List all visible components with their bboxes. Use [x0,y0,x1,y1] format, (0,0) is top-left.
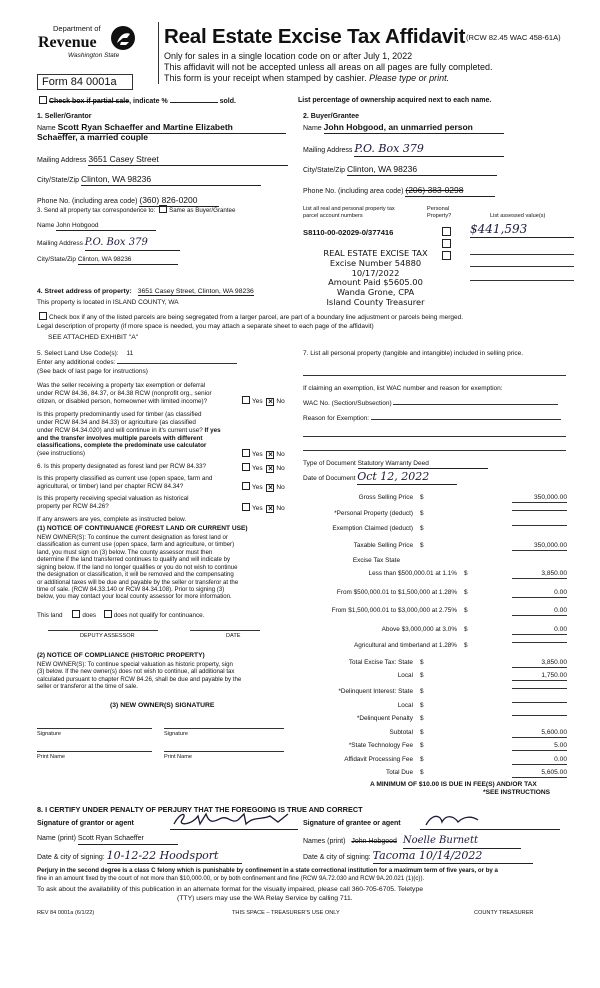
fee-value[interactable]: 5.00 [512,742,567,751]
segregated-checkbox[interactable] [39,312,47,320]
buyer-heading: 2. Buyer/Grantee [303,113,360,120]
buyer-mailing-field[interactable]: P.O. Box 379 [354,142,504,157]
grantee-date-field[interactable]: Tacoma 10/14/2022 [373,849,533,864]
q3-no-checkbox[interactable] [266,465,274,473]
additional-codes: Enter any additional codes: [37,359,237,367]
doc-type-field[interactable]: Statutory Warranty Deed [358,460,488,469]
fee-dollar-sign: $ [464,570,468,577]
new-owner-print-2[interactable]: Print Name [164,754,192,760]
if-yes-note: If any answers are yes, complete as instructed below. [37,516,187,523]
seller-name-cont: Schaeffer, a married couple [37,132,149,142]
fee-label: Taxable Selling Price [353,542,413,549]
seller-mailing-row: Mailing Address 3651 Casey Street [37,154,288,166]
fee-label: Total Excise Tax: State [348,659,413,666]
fee-label: Excise Tax State [352,557,400,564]
fee-label: Local [397,702,413,709]
q4-answers: Yes × No [240,482,285,492]
fee-value[interactable]: 0.00 [512,756,567,765]
fee-dollar-sign: $ [464,607,468,614]
buyer-mailing-row: Mailing Address P.O. Box 379 [303,142,504,157]
fee-value[interactable] [512,642,567,643]
question-historic: Is this property receiving special valuation as historical property per RCW 84.26? [37,495,189,510]
legal-description-value[interactable]: SEE ATTACHED EXHIBIT "A" [48,334,139,341]
revenue-logo-icon [110,25,136,51]
perjury-notice: Perjury in the second degree is a class C felony which is punishable by confinement in a state correctional institution for a maximum term of five years, or by a fine in an amount fixed by the court of not more than $10,000.00, or by both confinement and fine (RCW 9A.72.030 and RCW 9A.20.021 (1)(c)). [37,867,498,882]
seller-phone-row: Phone No. (including area code) (360) 826-0200 [37,195,219,207]
form-number: Form 84 0001a [37,74,133,90]
fee-value[interactable] [512,688,567,689]
does-not-checkbox[interactable] [104,610,112,618]
fee-dollar-sign: $ [420,742,424,749]
reason-row: Reason for Exemption: [303,415,561,423]
corr-name-field[interactable]: John Hobgood [56,222,156,231]
corr-city-field[interactable]: Clinton, WA 98236 [78,256,178,265]
new-owner-print-1[interactable]: Print Name [37,754,65,760]
q1-answers: Yes × No [240,396,285,406]
grantee-name-row: Names (print) John Hobgood Noelle Burnett [303,835,521,849]
street-row: 4. Street address of property: 3651 Casey Street, Clinton, WA 98236 [37,288,254,295]
question-timber: Is this property predominantly used for timber (as classified under RCW 84.34 and 84.33) or agriculture (as classified under RCW 84.34.020) and will continue in it's current use? If yes and the transfer involves multiple parcels with different classifications, complete the predominate use calculator (see instructions) [37,411,221,458]
fee-value[interactable] [512,715,567,716]
fee-dollar-sign: $ [420,769,424,776]
treasurer-stamp: REAL ESTATE EXCISE TAX Excise Number 54880 10/17/2022 Amount Paid $5605.00 Wanda Grone, CPA Island County Treasurer [323,248,428,307]
seller-phone-field[interactable]: (360) 826-0200 [139,195,219,207]
grantor-name-row: Name (print) Scott Ryan Schaeffer [37,835,178,845]
fee-label: Local [397,672,413,679]
q5-yes-checkbox[interactable] [242,503,250,511]
deputy-assessor-label: DEPUTY ASSESSOR [80,633,135,639]
seller-name-field[interactable]: Scott Ryan Schaeffer and Martine Elizabeth [58,122,286,134]
ownership-note: List percentage of ownership acquired next to each name. [298,97,492,104]
grantor-date-row: Date & city of signing: 10-12-22 Hoodsport [37,849,242,864]
legal-description-label: Legal description of property (if more space is needed, you may attach a separate sheet to each page of the affidavit) [37,323,374,330]
same-as-buyer-checkbox[interactable] [159,205,167,213]
fee-label: Less than $500,000.01 at 1.1% [368,570,457,577]
question-current-use: Is this property classified as current use (open space, farm and agricultural, or timber) land per chapter RCW 84.34? [37,475,213,490]
fee-label: Subtotal [389,729,413,736]
fee-value[interactable]: 5,600.00 [512,729,567,738]
rcw-ref: (RCW 82.45 WAC 458-61A) [466,33,561,42]
doc-date-row: Date of Document Oct 12, 2022 [303,470,457,485]
personal-property-label: 7. List all personal property (tangible and intangible) included in selling price. [303,350,524,357]
corr-mailing-field[interactable]: P.O. Box 379 [85,237,180,251]
grantor-date-field[interactable]: 10-12-22 Hoodsport [107,849,242,864]
buyer-phone-field[interactable]: (206) 383-0298 [405,185,495,197]
notice-compliance-title: (2) NOTICE OF COMPLIANCE (HISTORIC PROPERTY) [37,652,205,659]
alt-format-notice: To ask about the availability of this publication in an alternate format for the visually impaired, please call 360-705-6705. Teletype (TTY) users may use the WA Relay Service by calling 711. [37,886,424,902]
fee-label: Agricultural and timberland at 1.28% [353,642,457,649]
wac-row: WAC No. (Section/Subsection) [303,400,558,408]
fee-label: Total Due [386,769,413,776]
parcel-header: List all real and personal property tax parcel account numbers [303,206,395,219]
q2-answers: Yes × No [240,449,285,459]
see-back: (See back of last page for instructions) [37,368,148,375]
fee-value[interactable]: 350,000.00 [512,494,567,503]
fee-value[interactable] [512,510,567,511]
corr-name-row: Name John Hobgood [37,222,156,231]
corr-city-row: City/State/Zip Clinton, WA 98236 [37,256,178,265]
buyer-city-row: City/State/Zip Clinton, WA 98236 [303,164,497,176]
parcel-personal-checkboxes [442,227,451,260]
dept-line2: Revenue [38,34,97,51]
personal-checkbox-1[interactable] [442,227,451,236]
see-instructions: *SEE INSTRUCTIONS [483,789,551,796]
seller-mailing-field[interactable]: 3651 Casey Street [88,154,288,166]
question-forest: 6. Is this property designated as forest land per RCW 84.33? [37,463,207,470]
parcel-number[interactable]: S8110-00-02029-0/377416 [303,228,394,237]
fee-dollar-sign: $ [420,525,424,532]
q5-answers: Yes × No [240,503,285,513]
fee-label: From $1,500,000.01 to $3,000,000 at 2.75% [331,607,457,614]
correspondence-row: 3. Send all property tax correspondence to: Same as Buyer/Grantee [37,207,236,214]
fee-dollar-sign: $ [420,688,424,695]
new-owner-signature-1[interactable]: Signature [37,731,61,737]
fee-dollar-sign: $ [420,729,424,736]
fee-dollar-sign: $ [420,542,424,549]
grantor-name-field[interactable]: Scott Ryan Schaeffer [78,835,178,845]
land-use-code[interactable]: 11 [126,350,134,357]
notice-continuance-title: (1) NOTICE OF CONTINUANCE (FOREST LAND OR CURRENT USE) [37,525,248,532]
page-title: Real Estate Excise Tax Affidavit [164,25,466,48]
fee-value[interactable]: 3,850.00 [512,659,567,668]
street-field[interactable]: 3651 Casey Street, Clinton, WA 98236 [137,288,254,295]
assessor-date-label: DATE [226,633,241,639]
assessed-header: List assessed value(s) [490,213,546,219]
partial-sale-checkbox[interactable] [39,96,47,104]
wac-field[interactable] [393,404,558,405]
seller-name-row: Name Scott Ryan Schaeffer and Martine Elizabeth [37,122,286,134]
personal-checkbox-2[interactable] [442,239,451,248]
q1-yes-checkbox[interactable] [242,396,250,404]
fee-label: Above $3,000,000 at 3.0% [381,626,457,633]
fee-dollar-sign: $ [420,510,424,517]
fee-dollar-sign: $ [464,626,468,633]
minimum-note: A MINIMUM OF $10.00 IS DUE IN FEE(S) AND/OR TAX [370,781,537,788]
fee-label: Exemption Claimed (deduct) [332,525,413,532]
fee-value[interactable]: 0.00 [512,607,567,616]
land-use-row: 5. Select Land Use Code(s): 11 [37,350,134,357]
partial-sale-row: Check box if partial sale, indicate % sold. [37,96,236,107]
fee-dollar-sign: $ [420,672,424,679]
assessed-value[interactable]: $441,593 [470,222,574,238]
buyer-phone-row: Phone No. (including area code) (206) 383-0298 [303,185,495,197]
subtitle-1: Only for sales in a single location code on or after July 1, 2022 [164,51,413,61]
question-exemption: Was the seller receiving a property tax exemption or deferral under RCW 84.36, 84.37, or 84.38 RCW (nonprofit org., senior citizen, or disabled person, homeowner with limited income)? [37,382,212,405]
seller-city-row: City/State/Zip Clinton, WA 98236 [37,174,261,186]
reason-field[interactable] [371,419,561,420]
q2-no-checkbox[interactable] [266,451,274,459]
grantor-signature-row: Signature of grantor or agent [37,820,134,827]
segregated-row: Check box if any of the listed parcels are being segregated from a larger parcel, are part of a boundary line adjustment or parcels being merged. [37,312,463,322]
exemption-label: If claiming an exemption, list WAC number and reason for exemption: [303,385,503,392]
q4-yes-checkbox[interactable] [242,482,250,490]
fee-dollar-sign: $ [420,659,424,666]
dept-line1: Department of [53,24,101,33]
grantee-signature-row: Signature of grantee or agent [303,820,401,827]
subtitle-3: This form is your receipt when stamped by cashier. Please type or print. [164,73,450,83]
fee-label: *Personal Property (deduct) [334,510,413,517]
subtitle-2: This affidavit will not be accepted unless all areas on all pages are fully completed. [164,62,493,72]
notice-compliance-body: NEW OWNER(S): To continue special valuation as historic property, sign (3) below. If the new owner(s) does not wish to continue, all additional tax calculated pursuant to chapter RCW 84.26, shall be due and payable by the seller or transferor at the time of sale. [37,661,242,691]
new-owner-signature-2[interactable]: Signature [164,731,188,737]
does-checkbox[interactable] [72,610,80,618]
personal-property-header: Personal Property? [427,206,452,219]
buyer-name-field[interactable]: John Hobgood, an unmarried person [324,122,504,134]
fee-label: *Delinquent Interest: State [338,688,413,695]
fee-dollar-sign: $ [464,589,468,596]
fee-label: *State Technology Fee [348,742,413,749]
fee-dollar-sign: $ [420,715,424,722]
seller-heading: 1. Seller/Grantor [37,113,92,120]
fee-value[interactable]: 5,605.00 [512,769,567,778]
new-owner-sig-title: (3) NEW OWNER(S) SIGNATURE [110,702,215,709]
buyer-name-row: Name John Hobgood, an unmarried person [303,122,504,134]
county-treasurer: COUNTY TREASURER [474,910,534,916]
fee-value[interactable]: 350,000.00 [512,542,567,551]
form-revision: REV 84 0001a (6/1/22) [37,910,95,916]
fee-value[interactable] [512,525,567,526]
fee-dollar-sign: $ [420,756,424,763]
doc-type-row: Type of Document Statutory Warranty Deed [303,460,488,469]
fee-value[interactable]: 1,750.00 [512,672,567,681]
fee-label: Gross Selling Price [358,494,413,501]
q1-no-checkbox[interactable] [266,398,274,406]
q3-answers: Yes × No [240,463,285,473]
fee-value[interactable] [512,702,567,703]
grantor-signature[interactable] [170,810,298,830]
fee-dollar-sign: $ [464,642,468,649]
fee-value[interactable]: 3,850.00 [512,570,567,579]
notice-continuance-body: NEW OWNER(S): To continue the current designation as forest land or classification as current use (open space, farm and agriculture, or timber) land, you must sign on (3) below. The county assessor must then determine if the land transferred continues to qualify and will indicate by signing below. If the land no longer qualifies or you do not wish to continue the designation or classification, it will be removed and the compensating or additional taxes will be due and payable by the seller or transferor at the time of sale. (RCW 84.33.140 or RCW 84.34.108). Prior to signing (3) below, you may contact your local county assessor for more information. [37,534,239,601]
located-in: This property is located in ISLAND COUNTY, WA [37,299,179,306]
grantee-date-row: Date & city of signing: Tacoma 10/14/2022 [303,849,533,864]
fee-value[interactable]: 0.00 [512,589,567,598]
treasurer-space: THIS SPACE – TREASURER'S USE ONLY [232,910,340,916]
certify-statement: 8. I CERTIFY UNDER PENALTY OF PERJURY THAT THE FOREGOING IS TRUE AND CORRECT [37,805,363,814]
q2-yes-checkbox[interactable] [242,449,250,457]
q4-no-checkbox[interactable] [266,484,274,492]
dept-line3: Washington State [68,52,120,59]
fee-label: *Delinquent Penalty [356,715,413,722]
q3-yes-checkbox[interactable] [242,463,250,471]
fee-dollar-sign: $ [420,494,424,501]
buyer-city-field[interactable]: Clinton, WA 98236 [347,164,497,176]
grantee-signature[interactable] [420,810,560,830]
fee-label: From $500,000.01 to $1,500,000 at 1.28% [336,589,457,596]
fee-value[interactable]: 0.00 [512,626,567,635]
this-land-row: This land does does not qualify for continuance. [37,612,205,619]
fee-dollar-sign: $ [420,702,424,709]
personal-checkbox-3[interactable] [442,251,451,260]
seller-city-field[interactable]: Clinton, WA 98236 [81,174,261,186]
doc-date-field[interactable]: Oct 12, 2022 [357,470,457,485]
corr-mailing-row: Mailing Address P.O. Box 379 [37,237,180,251]
fee-label: Affidavit Processing Fee [344,756,413,763]
grantee-name-field[interactable]: Noelle Burnett [403,835,521,849]
